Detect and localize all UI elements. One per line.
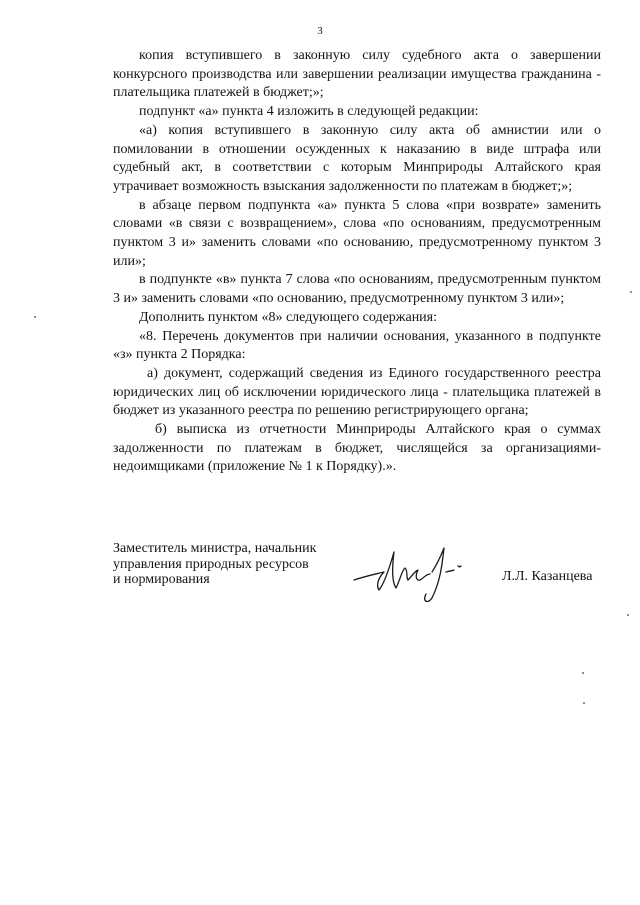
signer-position-line: Заместитель министра, начальник <box>113 541 317 556</box>
scan-speck <box>583 702 585 704</box>
scan-speck <box>627 614 629 616</box>
paragraph-5: в подпункте «в» пункта 7 слова «по основаниям, предусмотренным пунктом 3 и» заменить словами «по основанию, предусмотренному пунктом 3 или»; <box>113 272 601 307</box>
paragraph-4: в абзаце первом подпункта «а» пункта 5 слова «при возврате» заменить словами «в связи с возвращением», слова «по основаниям, предусмотренным пунктом 3 и» заменить словами «по основанию, предусмотренному пунктом 3 или»; <box>113 197 601 269</box>
signer-position <box>113 541 316 588</box>
paragraph-6: Дополнить пунктом «8» следующего содержания: <box>139 309 438 325</box>
paragraph-8: а) документ, содержащий сведения из Единого государственного реестра юридических лиц об исключении юридического лица - плательщика платежей в бюджет из указанного реестра по решению регистрирующего органа; <box>113 365 601 419</box>
signer-position-line: и нормирования <box>113 572 210 587</box>
handwritten-signature <box>352 536 470 606</box>
scan-speck <box>34 316 36 318</box>
signer-position-line: управления природных ресурсов <box>113 556 309 572</box>
paragraph-9: б) выписка из отчетности Минприроды Алтайского края о суммах задолженности по платежам в бюджет, числящейся за организациями-недоимщиками (приложение № 1 к Порядку).». <box>113 422 601 475</box>
page-number: 3 <box>317 25 323 37</box>
paragraph-3: «а) копия вступившего в законную силу акта об амнистии или о помиловании в отношении осужденных к наказанию в виде штрафа или судебный акт, в соответствии с которым Минприроды Алтайского края утрачивает возможность взыскания задолженности по платежам в бюджет;»; <box>113 122 601 194</box>
signer-name: Л.Л. Казанцева <box>502 569 593 584</box>
document-body <box>113 47 601 477</box>
paragraph-7: «8. Перечень документов при наличии основания, указанного в подпункте «з» пункта 2 Порядка: <box>113 328 601 363</box>
paragraph-2: подпункт «а» пункта 4 изложить в следующей редакции: <box>139 104 479 120</box>
scan-speck <box>630 291 632 293</box>
scan-speck <box>582 672 584 674</box>
paragraph-1: копия вступившего в законную силу судебного акта о завершении конкурсного производства или завершении реализации имущества гражданина - плательщика платежей в бюджет;»; <box>113 48 601 101</box>
